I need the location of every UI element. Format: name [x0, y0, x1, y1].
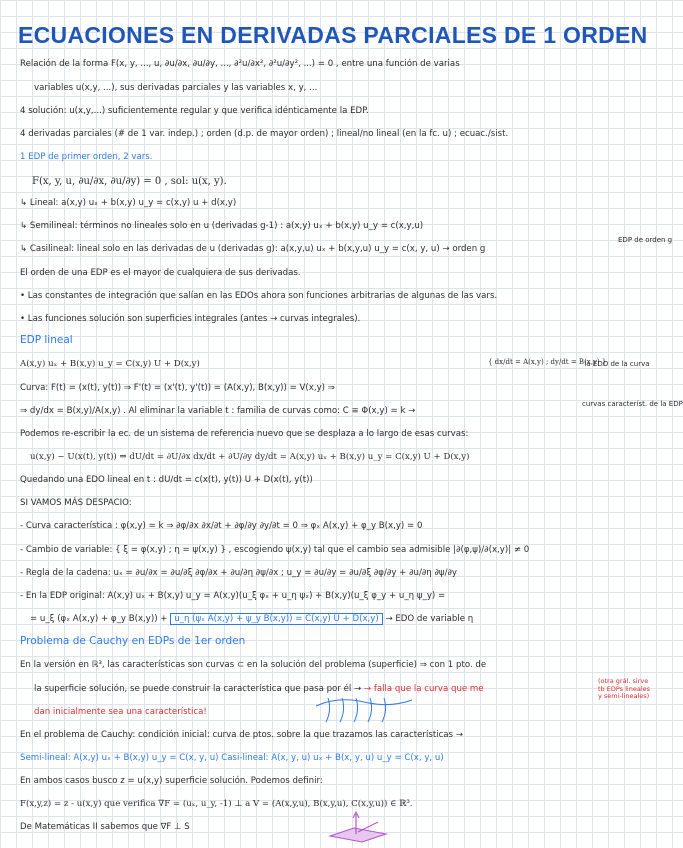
text-span: la superficie solución, se puede construir la característica que pasa por él →: [34, 684, 362, 694]
text-line: 4 derivadas parciales (# de 1 var. indep.) ; orden (d.p. de mayor orden) ; lineal/no lineal (en la fc. u) ; ecuac./sist.: [20, 129, 509, 139]
margin-note: curvas característ. de la EDP: [582, 400, 683, 408]
section-heading: EDP lineal: [20, 334, 73, 346]
step-line: - Regla de la cadena: uₓ = ∂u/∂x = ∂u/∂ξ ∂φ/∂x + ∂u/∂η ∂ψ/∂x ; u_y = ∂u/∂y = ∂u/∂ξ ∂φ/∂y + ∂u/∂η ∂ψ/∂y: [20, 568, 458, 578]
text-line: De Matemáticas II sabemos que ∇F ⊥ S: [20, 822, 190, 832]
section-label: 1 EDP de primer orden, 2 vars.: [20, 152, 153, 162]
equation: F(x,y,z) = z - u(x,y) que verifica ∇F = (uₓ, u_y, -1) ⊥ a V = (A(x,y,u), B(x,y,u), C(x,y,u)) ∈ ℝ³.: [20, 799, 413, 809]
text-line: En ambos casos busco z = u(x,y) superficie solución. Podemos definir:: [20, 776, 323, 786]
semi-casi-line: Semi-lineal: A(x,y) uₓ + B(x,y) u_y = C(x, y, u) Casi-lineal: A(x, y, u) uₓ + B(x, y, u) u_y = C(x, y, u): [20, 753, 444, 763]
red-note: → falla que la curva que me: [363, 684, 484, 694]
gradient-sketch: [326, 808, 390, 844]
step-line: - Cambio de variable: { ξ = φ(x,y) ; η = ψ(x,y) } , escogiendo ψ(x,y) tal que el cambio sea admisible |∂(φ,ψ)/∂(x,y)| ≠ 0: [20, 545, 530, 555]
linear-definition: ↳ Lineal: a(x,y) uₓ + b(x,y) u_y = c(x,y) u + d(x,y): [20, 198, 237, 208]
section-heading: Problema de Cauchy en EDPs de 1er orden: [20, 635, 246, 647]
curve-line: Curva: F(t) = (x(t), y(t)) ⇒ F'(t) = (x'(t), y'(t)) = (A(x,y), B(x,y)) = V(x,y) ⇒: [20, 383, 335, 393]
page-title: ECUACIONES EN DERIVADAS PARCIALES DE 1 ORDEN: [18, 22, 648, 48]
text-line: variables u(x,y, ...), sus derivadas parciales y las variables x, y, ...: [34, 83, 318, 93]
text-line: El orden de una EDP es el mayor de cualquiera de sus derivadas.: [20, 268, 301, 278]
bullet-line: • Las constantes de integración que salían en las EDOs ahora son funciones arbitrarias de algunas de las vars.: [20, 291, 498, 301]
equation: F(x, y, u, ∂u/∂x, ∂u/∂y) = 0 , sol: u(x, y).: [32, 176, 227, 187]
subheading: SI VAMOS MÁS DESPACIO:: [20, 498, 132, 508]
quasilinear-definition: ↳ Casilineal: lineal solo en las derivadas de u (derivadas g): a(x,y,u) uₓ + b(x,y,u) u_y = c(x, y, u) → orden g: [20, 244, 486, 254]
step-line: - En la EDP original: A(x,y) uₓ + B(x,y) u_y = A(x,y)(u_ξ φₓ + u_η ψₓ) + B(x,y)(u_ξ φ_y + u_η ψ_y) =: [20, 591, 446, 601]
system-equation: { dx/dt = A(x,y) ; dy/dt = B(x,y) }: [488, 358, 607, 366]
equation: A(x,y) uₓ + B(x,y) u_y = C(x,y) U + D(x,y): [20, 359, 200, 369]
text-line: Podemos re-escribir la ec. de un sistema de referencia nuevo que se desplaza a lo largo de esas curvas:: [20, 429, 469, 439]
text-line: En la versión en ℝ³, las características son curvas ⊂ en la solución del problema (superficie) ⇒ con 1 pto. de: [20, 660, 487, 670]
surface-sketch: [308, 692, 418, 726]
result-line: [30, 614, 646, 625]
family-line: ⇒ dy/dx = B(x,y)/A(x,y) . Al eliminar la variable t : familia de curvas como: C ≡ Φ(x,y) = k →: [20, 406, 416, 416]
bullet-line: • Las funciones solución son superficies integrales (antes → curvas integrales).: [20, 314, 361, 324]
step-line: - Curva característica : φ(x,y) = k ⇒ ∂φ/∂x ∂x/∂t + ∂φ/∂y ∂y/∂t = 0 ⇒ φₓ A(x,y) + φ_y B(x,y) = 0: [20, 521, 423, 531]
margin-note: la EDO de la curva: [584, 360, 650, 368]
text-line: Relación de la forma F(x, y, ..., u, ∂u/∂x, ∂u/∂y, ..., ∂²u/∂x², ∂²u/∂y², ...) = 0 , entre una función de varias: [20, 59, 460, 69]
red-margin-note: (otra grál. sirve tb EDPs lineales y semi-lineales): [598, 677, 651, 700]
red-note: dan inicialmente sea una característica!: [34, 707, 207, 717]
margin-note: EDP de orden g: [618, 236, 673, 244]
text-line: 4 solución: u(x,y,...) suficientemente regular y que verifica idénticamente la EDP.: [20, 106, 369, 116]
text-line: Quedando una EDO lineal en t : dU/dt = c(x(t), y(t)) U + D(x(t), y(t)): [20, 475, 313, 485]
equation: u(x,y) ~ U(x(t), y(t)) ⇒ dU/dt = ∂U/∂x dx/dt + ∂U/∂y dy/dt = A(x,y) uₓ + B(x,y) u_y = C(x,y) U + D(x,y): [30, 452, 470, 462]
semilinear-definition: ↳ Semilineal: términos no lineales solo en u (derivadas g-1) : a(x,y) uₓ + b(x,y) u_y = c(x,y,u): [20, 221, 424, 231]
box-note: → EDO de variable η: [385, 614, 474, 624]
text-line: En el problema de Cauchy: condición inicial: curva de ptos. sobre la que trazamos las características →: [20, 730, 463, 740]
boxed-equation: u_η (ψₓ A(x,y) + ψ_y B(x,y)) = C(x,y) U + D(x,y): [170, 613, 382, 625]
result-left: = u_ξ (φₓ A(x,y) + φ_y B(x,y)) +: [30, 614, 171, 624]
